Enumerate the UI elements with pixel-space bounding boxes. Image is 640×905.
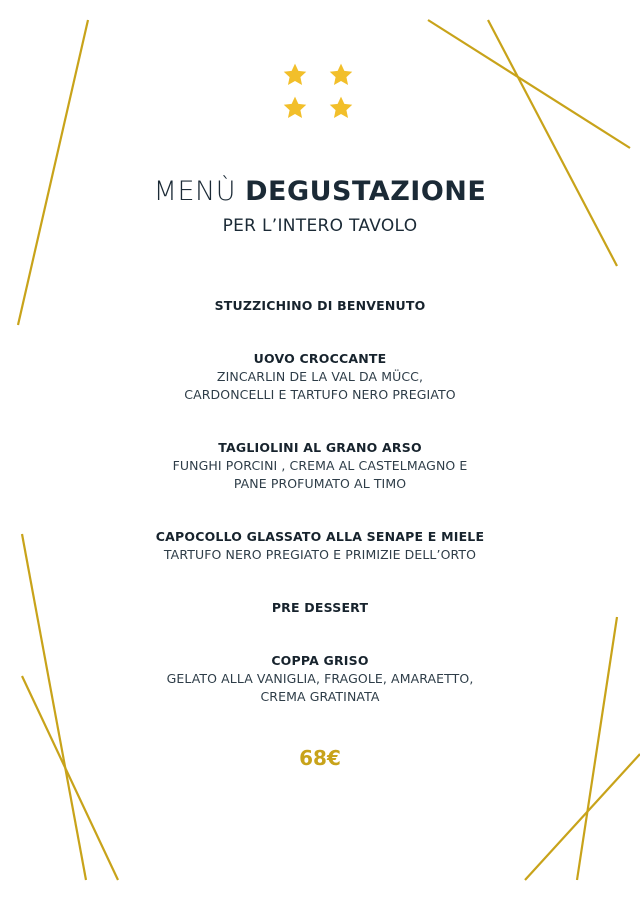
menu-title-light: MENÙ [153, 176, 236, 207]
course-tagliolini [0, 439, 640, 493]
gold-line [428, 20, 630, 148]
gold-line [18, 20, 88, 325]
rating-stars [280, 62, 360, 122]
star-icon [282, 62, 308, 88]
course-desc-line: CARDONCELLI E TARTUFO NERO PREGIATO [184, 387, 456, 402]
menu-subtitle: PER L’INTERO TAVOLO [222, 216, 418, 236]
course-uovo [0, 350, 640, 404]
menu-title [0, 176, 640, 207]
course-name: TAGLIOLINI AL GRANO ARSO [218, 440, 422, 455]
gold-line [22, 534, 86, 880]
menu-title-bold: DEGUSTAZIONE [245, 176, 487, 207]
course-name: COPPA GRISO [271, 653, 369, 668]
course-name: CAPOCOLLO GLASSATO ALLA SENAPE E MIELE [155, 529, 485, 544]
star-icon [328, 95, 354, 121]
course-desc-line: TARTUFO NERO PREGIATO E PRIMIZIE DELL’ORTO [163, 547, 477, 562]
course-name: PRE DESSERT [271, 600, 369, 615]
course-desc-line: PANE PROFUMATO AL TIMO [233, 476, 407, 491]
menu-price: 68€ [299, 746, 341, 770]
course-pre-dessert [0, 599, 640, 617]
course-coppa-griso [0, 652, 640, 706]
course-capocollo [0, 528, 640, 564]
course-name: UOVO CROCCANTE [253, 351, 387, 366]
gold-line [525, 754, 640, 880]
course-desc-line: ZINCARLIN DE LA VAL DA MÜCC, [216, 369, 424, 384]
course-desc-line: GELATO ALLA VANIGLIA, FRAGOLE, AMARAETTO, [166, 671, 474, 686]
course-desc-line: FUNGHI PORCINI , CREMA AL CASTELMAGNO E [172, 458, 468, 473]
star-icon [282, 95, 308, 121]
gold-line [22, 676, 118, 880]
course-name: STUZZICHINO DI BENVENUTO [214, 298, 426, 313]
star-icon [328, 62, 354, 88]
course-desc-line: CREMA GRATINATA [260, 689, 380, 704]
course-welcome [0, 297, 640, 315]
